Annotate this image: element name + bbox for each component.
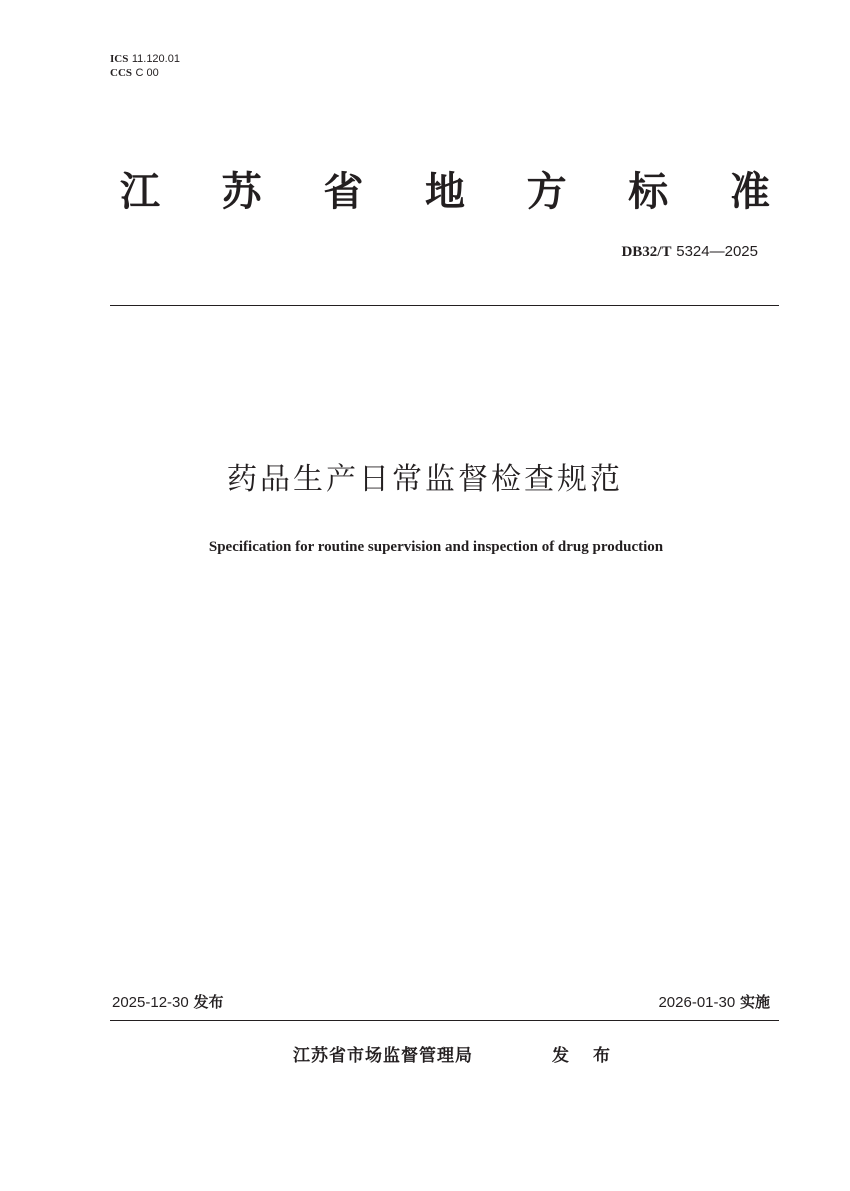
standard-kind-char: 准 [729,169,770,215]
standard-number-prefix: DB32/T [621,244,672,260]
standard-kind-heading [120,166,770,218]
document-title-cn: 药品生产日常监督检查规范 [227,462,623,497]
ccs-value: C 00 [135,67,159,79]
standard-kind-char: 方 [526,169,567,215]
ccs-label: CCS [110,67,133,79]
ics-label: ICS [110,53,129,65]
document-title-en: Specification for routine supervision and inspection of drug production [208,539,664,555]
issue-date: 2025-12-30 [112,994,189,1011]
standard-number [621,242,758,261]
standard-kind-char: 江 [120,169,160,215]
standard-kind-char: 地 [424,169,465,215]
publish-word [552,1045,610,1067]
implementation-date: 2026-01-30 [658,994,736,1011]
issue-word: 发布 [193,993,224,1011]
publish-word-char: 发 [552,1046,569,1066]
issue-date-line [112,992,224,1013]
classification-codes [110,52,180,80]
top-divider [110,305,779,306]
implementation-date-line [658,992,770,1013]
ics-code [110,52,180,66]
bottom-divider [110,1020,779,1021]
ccs-code [110,66,180,80]
publish-word-char: 布 [593,1046,610,1066]
standard-kind-char: 省 [323,169,364,215]
implementation-word: 实施 [739,993,770,1011]
publisher-name: 江苏省市场监督管理局 [293,1046,473,1066]
standard-kind-char: 标 [628,169,669,215]
ics-value: 11.120.01 [131,53,180,65]
standard-kind-char: 苏 [221,169,262,215]
standard-number-value: 5324—2025 [676,243,758,260]
